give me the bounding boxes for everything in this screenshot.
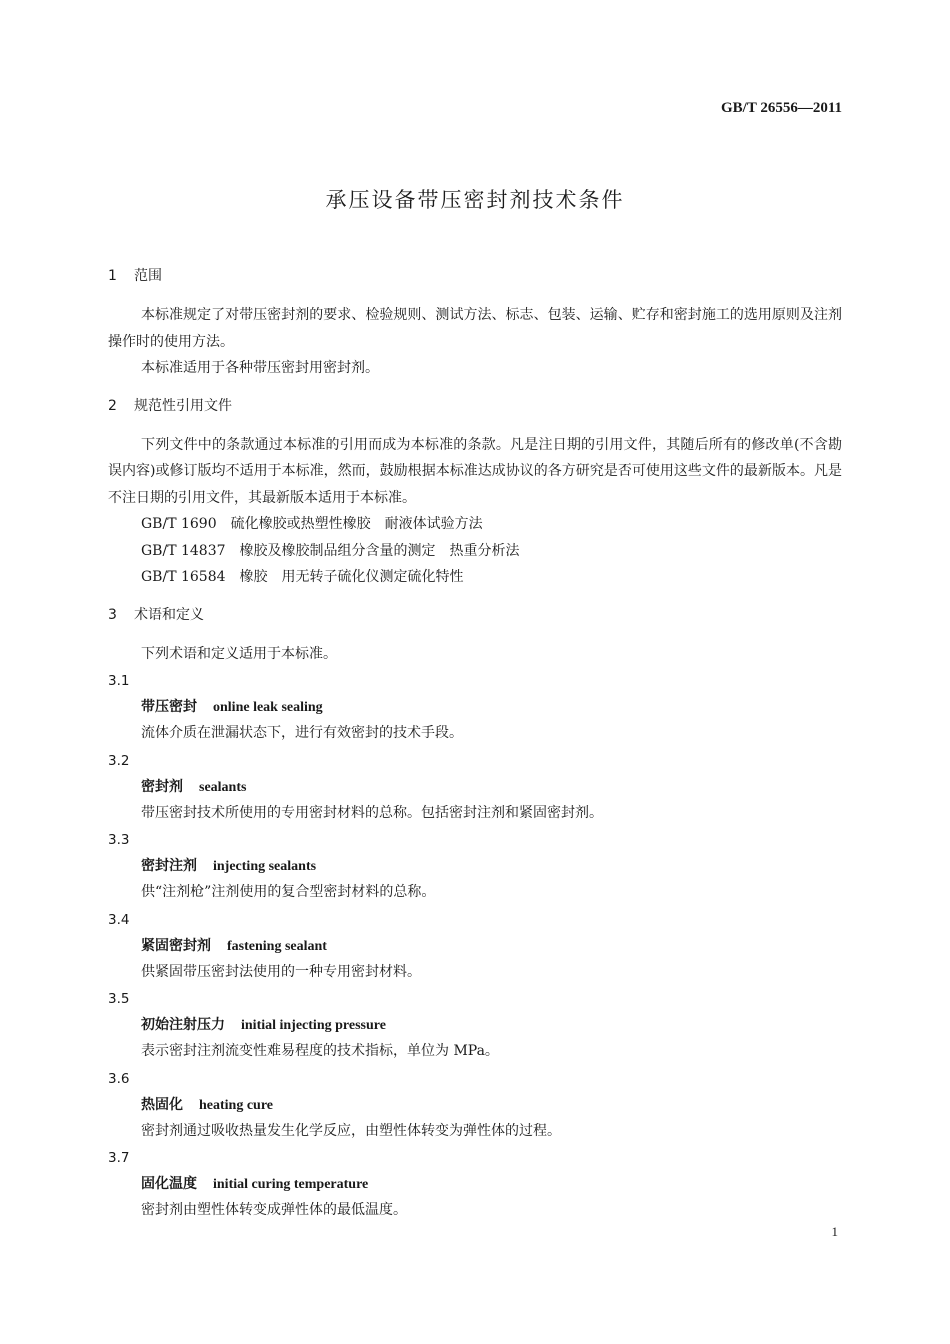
term-name [108, 777, 842, 798]
term-name-chinese: 热固化 [141, 1096, 183, 1113]
term-entry [108, 671, 842, 747]
paragraph: 本标准适用于各种带压密封用密封剂。 [141, 360, 379, 376]
section-title: 术语和定义 [134, 606, 204, 623]
term-definition: 密封剂由塑性体转变成弹性体的最低温度。 [141, 1202, 407, 1218]
section-number: 3 [108, 606, 117, 623]
term-name-chinese: 带压密封 [141, 699, 197, 715]
reference-item: GB/T 1690 硫化橡胶或热塑性橡胶 耐液体试验方法 [141, 516, 483, 532]
term-entry [108, 1148, 842, 1224]
section-number: 1 [108, 268, 117, 284]
term-name-english: heating cure [199, 1097, 274, 1113]
term-definition: 供“注剂枪”注剂使用的复合型密封材料的总称。 [141, 884, 436, 900]
term-name-english: online leak sealing [213, 700, 323, 715]
term-entry [108, 1069, 842, 1145]
page-number: 1 [831, 1224, 838, 1239]
term-name-english: initial curing temperature [213, 1177, 369, 1192]
term-number: 3.4 [108, 911, 130, 928]
term-number: 3.7 [108, 1150, 130, 1166]
term-entry [108, 751, 842, 827]
term-name [108, 856, 842, 877]
term-name [108, 1015, 842, 1036]
section-heading-1 [108, 266, 842, 286]
term-number: 3.6 [108, 1070, 130, 1087]
standard-code: GB/T 26556—2011 [721, 100, 842, 116]
term-name [108, 1174, 842, 1195]
document-title: 承压设备带压密封剂技术条件 [325, 188, 625, 212]
paragraph: 下列文件中的条款通过本标准的引用而成为本标准的条款。凡是注日期的引用文件，其随后所有的修改单(不含勘误内容)或修订版均不适用于本标准，然而，鼓励根据本标准达成协议的各方研究是否可使用这些文件的最新版本。凡是不注日期的引用文件，其最新版本适用于本标准。 [108, 436, 842, 506]
term-number: 3.3 [108, 832, 130, 848]
term-name-chinese: 初始注射压力 [141, 1017, 225, 1033]
paragraph: 下列术语和定义适用于本标准。 [141, 645, 337, 662]
term-entry [108, 830, 842, 906]
paragraph: 本标准规定了对带压密封剂的要求、检验规则、测试方法、标志、包装、运输、贮存和密封施工的选用原则及注剂操作时的使用方法。 [108, 307, 842, 350]
term-number: 3.5 [108, 991, 130, 1007]
term-name-english: fastening sealant [227, 938, 327, 954]
reference-item: GB/T 16584 橡胶 用无转子硫化仪测定硫化特性 [141, 569, 464, 585]
term-definition: 表示密封注剂流变性难易程度的技术指标，单位为 MPa。 [141, 1043, 499, 1059]
term-definition: 带压密封技术所使用的专用密封材料的总称。包括密封注剂和紧固密封剂。 [141, 804, 603, 821]
section-title: 规范性引用文件 [134, 397, 232, 414]
term-entry [108, 910, 842, 986]
term-name-english: initial injecting pressure [241, 1018, 386, 1033]
section-number: 2 [108, 397, 117, 414]
section-heading-2 [108, 396, 842, 416]
term-number: 3.2 [108, 752, 130, 769]
term-name-chinese: 紧固密封剂 [141, 937, 211, 954]
term-name-chinese: 固化温度 [141, 1176, 197, 1192]
document-body [108, 266, 842, 1224]
term-name-english: injecting sealants [213, 859, 317, 874]
reference-item: GB/T 14837 橡胶及橡胶制品组分含量的测定 热重分析法 [141, 542, 520, 559]
term-name-chinese: 密封注剂 [141, 858, 197, 874]
term-name [108, 1095, 842, 1116]
term-name [108, 697, 842, 718]
term-list [108, 671, 842, 1224]
section-title: 范围 [134, 268, 162, 284]
section-heading-3 [108, 605, 842, 625]
term-definition: 供紧固带压密封法使用的一种专用密封材料。 [141, 963, 421, 980]
term-number: 3.1 [108, 673, 130, 689]
term-name-english: sealants [199, 779, 247, 795]
term-name [108, 936, 842, 957]
term-definition: 流体介质在泄漏状态下，进行有效密封的技术手段。 [141, 725, 463, 741]
term-definition: 密封剂通过吸收热量发生化学反应，由塑性体转变为弹性体的过程。 [141, 1122, 561, 1139]
term-entry [108, 989, 842, 1065]
term-name-chinese: 密封剂 [141, 778, 183, 795]
